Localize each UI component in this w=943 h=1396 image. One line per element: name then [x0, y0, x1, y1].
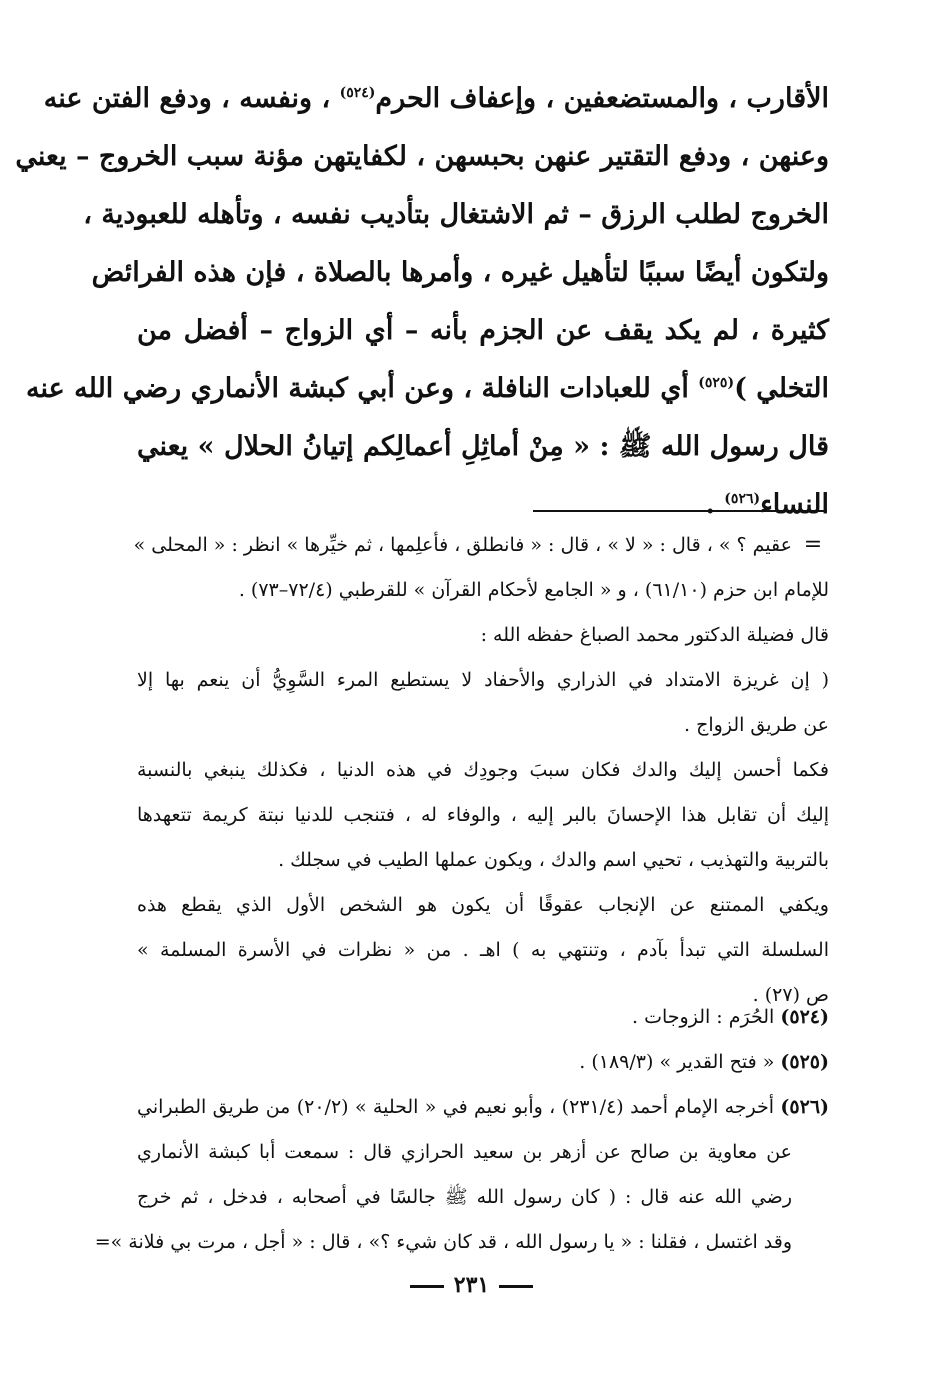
footnote-line: عن طريق الزواج .	[684, 714, 829, 736]
footnote-line: ص (٢٧) .	[752, 984, 829, 1006]
note-text: أخرجه الإمام أحمد (٢٣١/٤) ، وأبو نعيم في « الحلية » (٢٠/٢) من طريق الطبراني	[137, 1096, 775, 1118]
footnote-ref-524[interactable]: (٥٢٤)	[339, 85, 376, 101]
footnote-line: وقد اغتسل ، فقلنا : « يا رسول الله ، قد كان شيء ؟» ، قال : « أجل ، مرت بي فلانة »=	[94, 1231, 792, 1253]
footnote-continued	[133, 523, 792, 568]
note-526	[137, 1085, 829, 1130]
main-line: كثيرة ، لم يكد يقف عن الجزم بأنه – أي الزواج – أفضل من	[137, 315, 829, 346]
footnote-separator	[533, 510, 827, 512]
main-line: التخلي )$^{(٥٢٥)}$ أي للعبادات النافلة ، وعن أبي كبشة الأنماري رضي الله عنه	[26, 373, 829, 404]
main-text-block	[15, 70, 829, 534]
note-number: (٥٢٤)	[780, 1006, 829, 1028]
footnote-line: ( إن غريزة الامتداد في الذراري والأحفاد لا يستطيع المرء السَّوِيُّ أن ينعم بها إلا	[137, 669, 829, 691]
footnote-line: بالتربية والتهذيب ، تحيي اسم والدك ، ويكون عملها الطيب في سجلك .	[278, 849, 829, 871]
footer-dash	[410, 1285, 444, 1288]
footnote-line: السلسلة التي تبدأ بآدم ، وتنتهي به ) اهـ . من « نظرات في الأسرة المسلمة »	[137, 939, 829, 961]
footnote-line: رضي الله عنه قال : ( كان رسول الله ﷺ جالسًا في أصحابه ، فدخل ، ثم خرج	[137, 1186, 792, 1208]
notes-block	[137, 995, 829, 1130]
main-line: قال رسول الله ﷺ : « مِنْ أماثِلِ أعمالِكم إتيانُ الحلال » يعني	[137, 431, 829, 462]
footnote-line: إليك أن تقابل هذا الإحسانَ بالبر إليه ، والوفاء له ، فتنجب للدنيا نبتة كريمة تتعهدها	[137, 804, 829, 826]
note-text: الحُرَم : الزوجات .	[632, 1006, 775, 1028]
footer-dash	[499, 1285, 533, 1288]
main-line: الأقارب ، والمستضعفين ، وإعفاف الحرم$^{(٥٢٤)}$ ، ونفسه ، ودفع الفتن عنه	[43, 83, 829, 114]
footnote-line: عقيم ؟ » ، قال : « لا » ، قال : « فانطلق ، فأعلِمها ، ثم خيِّرها » انظر : « المحلى »	[133, 534, 792, 556]
footnote-line: فكما أحسن إليك والدك فكان سببَ وجودِك في هذه الدنيا ، فكذلك ينبغي بالنسبة	[137, 759, 829, 781]
note-526-continuation	[94, 1130, 792, 1265]
footnote-block	[137, 568, 829, 1018]
continuation-marker: =	[803, 532, 823, 557]
main-line: النساء$^{(٥٢٦)}$ .	[705, 489, 829, 520]
footnote-ref-526[interactable]: (٥٢٦)	[724, 491, 761, 507]
note-number: (٥٢٥)	[780, 1051, 829, 1073]
page-number: ٢٣١	[453, 1272, 490, 1298]
note-524	[137, 995, 829, 1040]
footnote-ref-525[interactable]: (٥٢٥)	[698, 375, 735, 391]
page-footer	[0, 1272, 943, 1298]
main-line: ولتكون أيضًا سببًا لتأهيل غيره ، وأمرها بالصلاة ، فإن هذه الفرائض	[91, 257, 829, 288]
footnote-line: عن معاوية بن صالح عن أزهر بن سعيد الحرازي قال : سمعت أبا كبشة الأنماري	[137, 1141, 792, 1163]
main-line: الخروج لطلب الرزق – ثم الاشتغال بتأديب نفسه ، وتأهله للعبودية ،	[83, 199, 829, 230]
note-525	[137, 1040, 829, 1085]
note-text: « فتح القدير » (١٨٩/٣) .	[579, 1051, 775, 1073]
footnote-line: ويكفي الممتنع عن الإنجاب عقوقًا أن يكون هو الشخص الأول الذي يقطع هذه	[137, 894, 829, 916]
note-number: (٥٢٦)	[780, 1096, 830, 1118]
main-line: وعنهن ، ودفع التقتير عنهن بحبسهن ، لكفايتهن مؤنة سبب الخروج – يعني	[15, 141, 829, 172]
footnote-line: للإمام ابن حزم (٦١/١٠) ، و « الجامع لأحكام القرآن » للقرطبي (٧٢/٤–٧٣) .	[238, 579, 829, 601]
footnote-line: قال فضيلة الدكتور محمد الصباغ حفظه الله :	[480, 624, 829, 646]
